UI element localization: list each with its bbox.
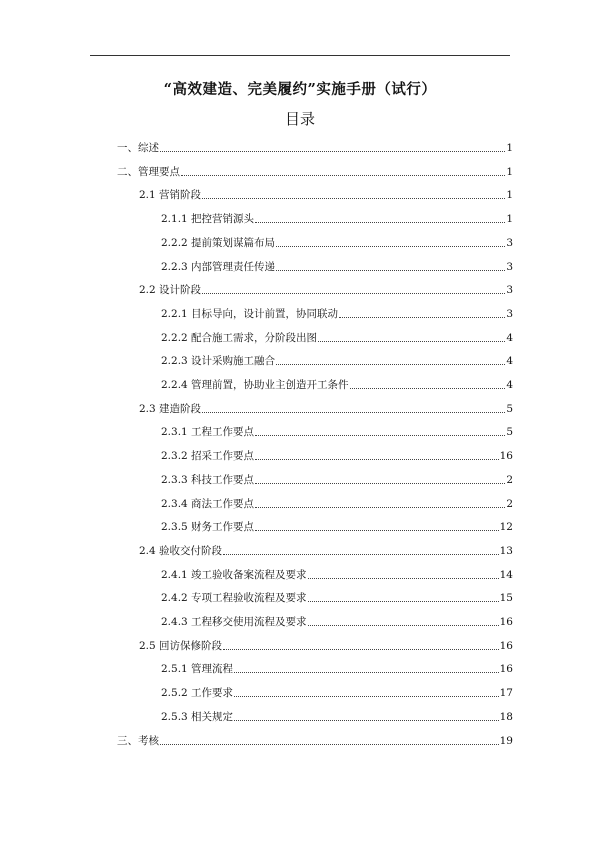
toc-entry-page: 3 [506,261,513,273]
toc-entry-label: 2.2 设计阶段 [139,284,202,296]
toc-leader-dots [276,246,505,247]
toc-entry-page: 2 [506,498,513,510]
toc-entry-label: 2.1 营销阶段 [139,189,202,201]
toc-leader-dots [223,649,499,650]
toc-entry-label: 三、考核 [117,735,159,747]
toc-entry[interactable] [139,184,513,202]
toc-leader-dots [255,222,505,223]
toc-entry-page: 16 [499,616,513,628]
toc-entry-label: 二、管理要点 [117,166,180,178]
toc-leader-dots [276,270,505,271]
toc-entry-page: 5 [506,403,513,415]
toc-entry-label: 2.2.4 管理前置，协助业主创造开工条件 [161,379,349,391]
toc-leader-dots [350,388,506,389]
toc-entry[interactable] [161,374,513,392]
document-title: “高效建造、完美履约”实施手册（试行） [163,81,437,98]
toc-leader-dots [223,554,499,555]
toc-entry-label: 2.2.2 配合施工需求，分阶段出图 [161,332,318,344]
toc-leader-dots [308,601,499,602]
toc-entry-page: 17 [499,687,513,699]
toc-entry-label: 2.5.3 相关规定 [161,711,234,723]
toc-entry-label: 2.1.1 把控营销源头 [161,213,255,225]
toc-entry-page: 4 [506,379,513,391]
toc-entry-label: 2.3.5 财务工作要点 [161,521,255,533]
toc-entry[interactable] [161,232,513,250]
toc-leader-dots [339,317,505,318]
toc-entry[interactable] [161,682,513,700]
toc-entry-page: 4 [506,332,513,344]
toc-entry-page: 18 [499,711,513,723]
toc-entry-page: 3 [506,237,513,249]
toc-entry-label: 2.3.4 商法工作要点 [161,498,255,510]
toc-entry-label: 2.5.2 工作要求 [161,687,234,699]
toc-entry[interactable] [161,516,513,534]
toc-entry[interactable] [161,611,513,629]
toc-leader-dots [202,198,505,199]
toc-entry-label: 2.3 建造阶段 [139,403,202,415]
toc-entry-label: 2.2.2 提前策划谋篇布局 [161,237,276,249]
toc-entry[interactable] [161,493,513,511]
toc-entry-label: 2.4.1 竣工验收备案流程及要求 [161,569,307,581]
toc-entry[interactable] [161,658,513,676]
toc-entry-label: 2.3.3 科技工作要点 [161,474,255,486]
toc-leader-dots [202,412,505,413]
toc-leader-dots [234,720,499,721]
toc-leader-dots [318,341,505,342]
toc-leader-dots [181,175,505,176]
toc-entry[interactable] [161,564,513,582]
toc-entry-page: 16 [499,640,513,652]
toc-entry[interactable] [161,350,513,368]
toc-entry-label: 2.4.3 工程移交使用流程及要求 [161,616,307,628]
toc-leader-dots [255,483,505,484]
toc-entry-page: 16 [499,663,513,675]
toc-entry-page: 15 [499,592,513,604]
toc-entry[interactable] [117,137,513,155]
toc-entry-page: 1 [506,189,513,201]
toc-leader-dots [308,578,499,579]
toc-leader-dots [255,459,499,460]
toc-entry-page: 1 [506,166,513,178]
toc-leader-dots [255,507,505,508]
toc-leader-dots [255,530,499,531]
toc-entry[interactable] [161,327,513,345]
toc-entry-page: 13 [499,545,513,557]
toc-entry[interactable] [161,445,513,463]
toc-leader-dots [234,696,499,697]
toc-leader-dots [276,364,505,365]
toc-entry[interactable] [139,635,513,653]
toc-leader-dots [202,293,505,294]
toc-entry-page: 1 [506,142,513,154]
toc-entry[interactable] [161,208,513,226]
toc-entry-label: 2.3.2 招采工作要点 [161,450,255,462]
toc-entry-label: 2.4.2 专项工程验收流程及要求 [161,592,307,604]
toc-entry-label: 2.2.3 设计采购施工融合 [161,355,276,367]
toc-entry[interactable] [161,256,513,274]
toc-entry[interactable] [139,540,513,558]
toc-entry-page: 14 [499,569,513,581]
toc-entry-label: 2.5 回访保修阶段 [139,640,223,652]
toc-leader-dots [160,151,505,152]
toc-entry-page: 5 [506,426,513,438]
toc-entry-label: 2.3.1 工程工作要点 [161,426,255,438]
toc-leader-dots [308,625,499,626]
toc-entry-label: 2.2.1 目标导向，设计前置，协同联动 [161,308,339,320]
toc-entry[interactable] [161,421,513,439]
toc-heading: 目录 [284,110,315,128]
toc-leader-dots [160,744,499,745]
toc-entry-page: 2 [506,474,513,486]
toc-entry-page: 16 [499,450,513,462]
toc-entry[interactable] [161,303,513,321]
toc-entry[interactable] [161,587,513,605]
header-rule [90,55,510,56]
toc-entry-page: 3 [506,284,513,296]
toc-leader-dots [255,435,505,436]
toc-entry-page: 3 [506,308,513,320]
toc-entry[interactable] [161,469,513,487]
toc-entry[interactable] [139,279,513,297]
toc-entry[interactable] [117,730,513,748]
toc-entry[interactable] [139,398,513,416]
toc-entry-page: 4 [506,355,513,367]
toc-entry-page: 12 [499,521,513,533]
toc-entry-label: 一、综述 [117,142,159,154]
toc-leader-dots [234,672,499,673]
toc-entry-page: 19 [499,735,513,747]
toc-entry-label: 2.2.3 内部管理责任传递 [161,261,276,273]
toc-entry-label: 2.4 验收交付阶段 [139,545,223,557]
toc-entry-label: 2.5.1 管理流程 [161,663,234,675]
toc-entry-page: 1 [506,213,513,225]
toc-entry[interactable] [117,161,513,179]
toc-entry[interactable] [161,706,513,724]
